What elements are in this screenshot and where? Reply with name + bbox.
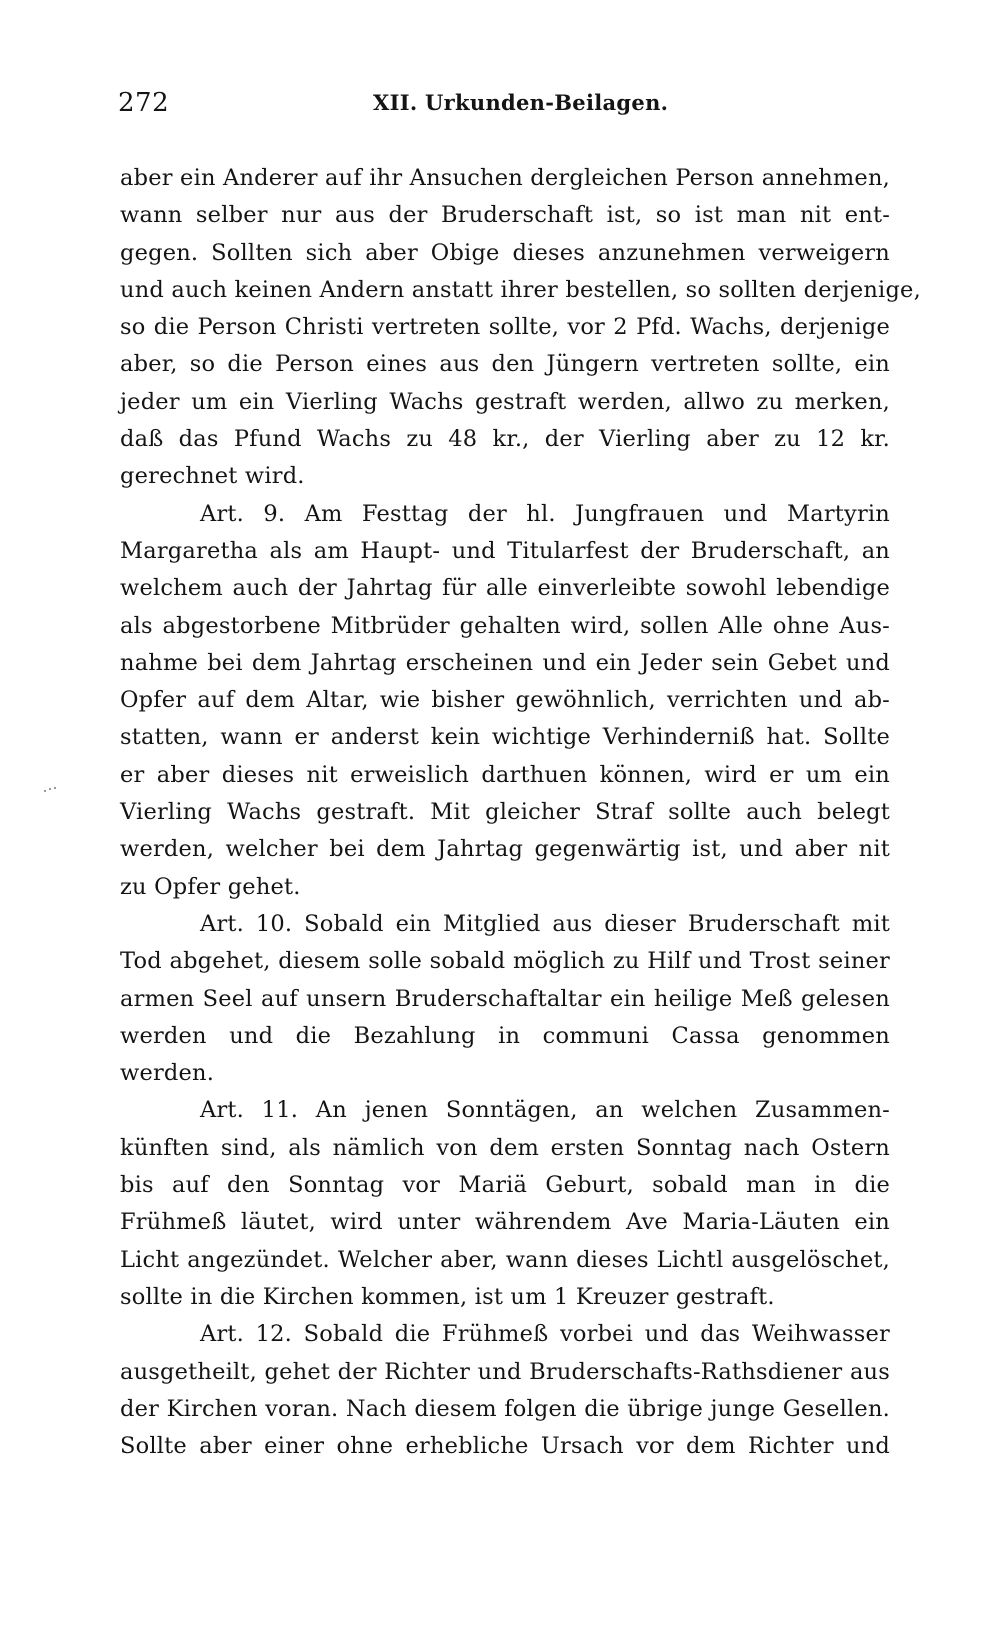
running-head: XII. Urkunden-Beilagen. (373, 90, 669, 115)
text-line: werden. (120, 1060, 215, 1087)
text-line: welchem auch der Jahrtag für alle einverleibte sowohl lebendige (120, 575, 890, 602)
text-line: Vierling Wachs gestraft. Mit gleicher Straf sollte auch belegt (120, 799, 890, 826)
text-line: bis auf den Sonntag vor Mariä Geburt, sobald man in die (120, 1172, 890, 1199)
text-line: ausgetheilt, gehet der Richter und Bruderschafts-Rathsdiener aus (120, 1358, 890, 1385)
text-line: Tod abgehet, diesem solle sobald möglich zu Hilf und Trost seiner (120, 948, 890, 975)
text-line: Licht angezündet. Welcher aber, wann dieses Lichtl ausgelöschet, (120, 1246, 890, 1273)
text-line: jeder um ein Vierling Wachs gestraft werden, allwo zu merken, (120, 388, 890, 415)
print-speck (44, 787, 58, 793)
text-line: Frühmeß läutet, wird unter währendem Ave Maria-Läuten ein (120, 1209, 890, 1236)
text-line: er aber dieses nit erweislich darthuen können, wird er um ein (120, 761, 890, 788)
body-text (120, 160, 921, 1465)
text-line: aber ein Anderer auf ihr Ansuchen dergleichen Person annehmen, (120, 165, 890, 191)
text-line: gerechnet wird. (120, 463, 305, 490)
text-line: Margaretha als am Haupt- und Titularfest der Bruderschaft, an (120, 537, 890, 564)
text-line: als abgestorbene Mitbrüder gehalten wird, sollen Alle ohne Aus- (120, 612, 890, 639)
text-line: werden und die Bezahlung in communi Cassa genommen (120, 1022, 890, 1049)
text-line: wann selber nur aus der Bruderschaft ist, so ist man nit ent- (120, 202, 890, 229)
article-heading-10: Art. 10. Sobald ein Mitglied aus dieser Bruderschaft mit (200, 910, 890, 937)
text-line: zu Opfer gehet. (120, 873, 301, 900)
text-line: Opfer auf dem Altar, wie bisher gewöhnlich, verrichten und ab- (120, 687, 890, 714)
article-heading-12: Art. 12. Sobald die Frühmeß vorbei und das Weihwasser (200, 1321, 890, 1348)
page-number: 272 (118, 88, 170, 118)
text-line: künften sind, als nämlich von dem ersten Sonntag nach Ostern (120, 1134, 890, 1161)
article-heading-9: Art. 9. Am Festtag der hl. Jungfrauen und Martyrin (200, 500, 890, 527)
text-line: gegen. Sollten sich aber Obige dieses anzunehmen verweigern (120, 239, 890, 266)
text-line: sollte in die Kirchen kommen, ist um 1 Kreuzer gestraft. (120, 1283, 775, 1310)
text-line: statten, wann er anderst kein wichtige Verhinderniß hat. Sollte (120, 724, 890, 751)
text-line: Sollte aber einer ohne erhebliche Ursach vor dem Richter und (120, 1433, 890, 1460)
text-line: werden, welcher bei dem Jahrtag gegenwärtig ist, und aber nit (120, 836, 890, 863)
text-line: armen Seel auf unsern Bruderschaftaltar ein heilige Meß gelesen (120, 985, 890, 1012)
text-line: der Kirchen voran. Nach diesem folgen die übrige junge Gesellen. (120, 1395, 890, 1422)
page-header (118, 88, 898, 128)
article-heading-11: Art. 11. An jenen Sonntägen, an welchen Zusammen- (200, 1097, 890, 1124)
text-line: daß das Pfund Wachs zu 48 kr., der Vierling aber zu 12 kr. (120, 426, 890, 453)
text-line: aber, so die Person eines aus den Jüngern vertreten sollte, ein (120, 351, 890, 378)
text-line: und auch keinen Andern anstatt ihrer bestellen, so sollten derjenige, (120, 276, 921, 303)
text-line: nahme bei dem Jahrtag erscheinen und ein Jeder sein Gebet und (120, 649, 890, 676)
text-line: so die Person Christi vertreten sollte, vor 2 Pfd. Wachs, derjenige (120, 314, 890, 341)
